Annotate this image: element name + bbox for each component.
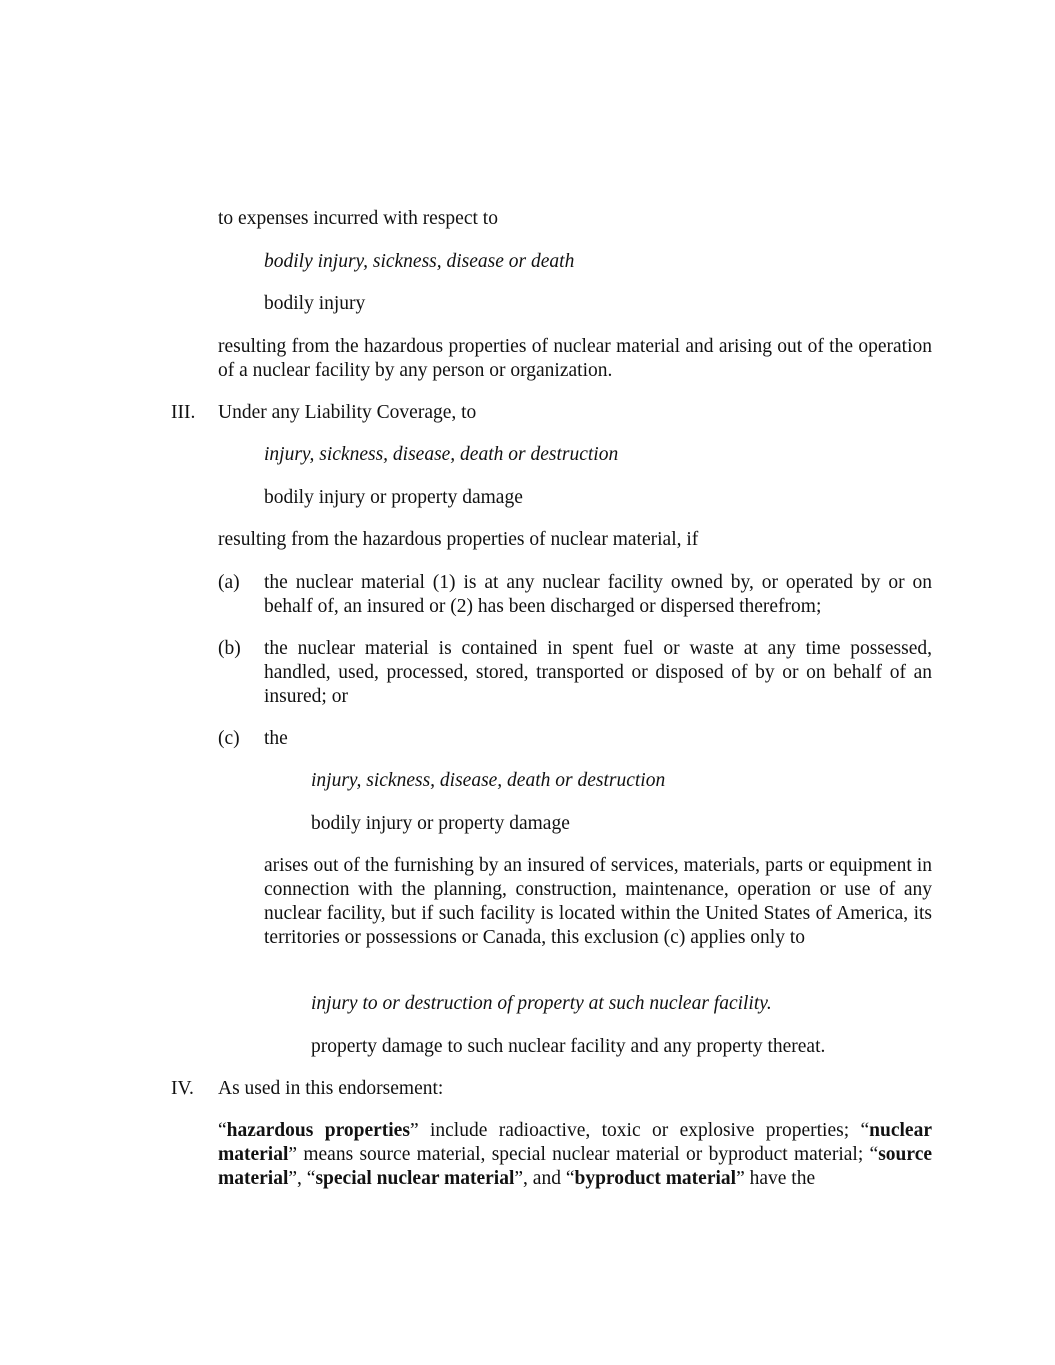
section3-condition: resulting from the hazardous properties of nuclear material, if	[218, 529, 699, 550]
term-nuclear-material: nuclear material	[218, 1120, 932, 1165]
section3-option-b: bodily injury or property damage	[264, 487, 523, 508]
term-hazardous-properties: hazardous properties	[226, 1120, 410, 1141]
item-b-text: the nuclear material is contained in spent fuel or waste at any time possessed, handled, used, processed, stored, transported or disposed of by or on behalf of an insured; or	[264, 638, 932, 707]
section2-option-a: bodily injury, sickness, disease or death	[264, 251, 575, 272]
item-c-option-d: property damage to such nuclear facility and any property thereat.	[311, 1036, 826, 1057]
definition-text-3: ”, “	[288, 1168, 316, 1189]
section3-intro: Under any Liability Coverage, to	[218, 402, 477, 423]
definition-text-5: ” have the	[736, 1168, 816, 1189]
section2-option-b: bodily injury	[264, 293, 366, 314]
item-b-label: (b)	[218, 638, 241, 659]
section3-number: III.	[171, 402, 196, 423]
item-c-label: (c)	[218, 728, 240, 749]
definition-text-4: ”, and “	[514, 1168, 575, 1189]
item-c-option-b: bodily injury or property damage	[311, 813, 570, 834]
section3-option-a: injury, sickness, disease, death or destruction	[264, 444, 619, 465]
section2-intro: to expenses incurred with respect to	[218, 208, 498, 229]
item-c-option-c: injury to or destruction of property at such nuclear facility.	[311, 993, 772, 1014]
section4-number: IV.	[171, 1078, 194, 1099]
definition-text-1: ” include radioactive, toxic or explosive properties; “	[409, 1120, 870, 1141]
term-special-nuclear-material: special nuclear material	[315, 1168, 515, 1189]
section2-closing: resulting from the hazardous properties of nuclear material and arising out of the operation of a nuclear facility by any person or organization.	[218, 336, 932, 381]
definitions-paragraph	[218, 1119, 932, 1191]
definition-text-2: ” means source material, special nuclear material or byproduct material; “	[288, 1144, 879, 1165]
term-byproduct-material: byproduct material	[574, 1168, 737, 1189]
quote-open: “	[218, 1120, 227, 1141]
item-c-text: the	[264, 728, 288, 749]
item-a-label: (a)	[218, 572, 240, 593]
section4-intro: As used in this endorsement:	[218, 1078, 444, 1099]
term-source-material: source material	[218, 1144, 932, 1189]
item-c-option-a: injury, sickness, disease, death or destruction	[311, 770, 666, 791]
item-c-body: arises out of the furnishing by an insured of services, materials, parts or equipment in connection with the planning, construction, maintenance, operation or use of any nuclear facility, but if such facility is located within the United States of America, its territories or possessions or Canada, this exclusion (c) applies only to	[264, 855, 932, 948]
item-a-text: the nuclear material (1) is at any nuclear facility owned by, or operated by or on behalf of, an insured or (2) has been discharged or dispersed therefrom;	[264, 572, 932, 617]
